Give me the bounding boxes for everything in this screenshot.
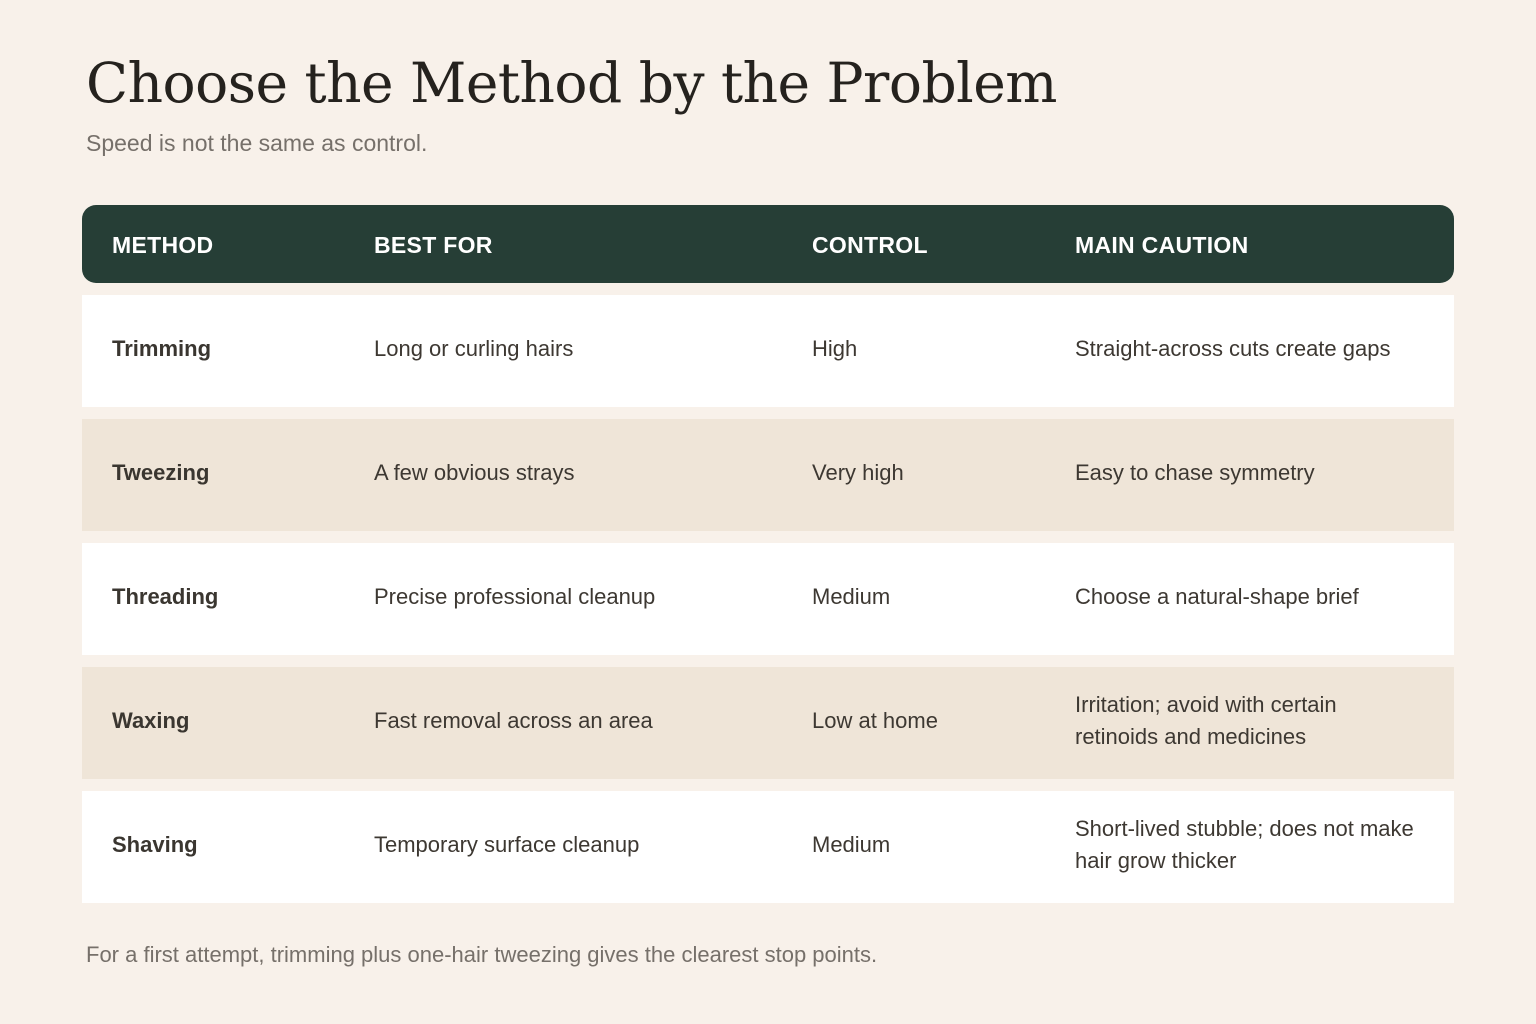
- header-method: METHOD: [112, 232, 214, 258]
- table-header: [82, 205, 1454, 283]
- cell-control: Very high: [812, 460, 904, 485]
- page-subtitle: Speed is not the same as control.: [86, 130, 428, 156]
- table-row: [82, 667, 1454, 779]
- cell-method: Tweezing: [112, 460, 210, 485]
- cell-best-for: Fast removal across an area: [374, 708, 653, 733]
- cell-control: High: [812, 336, 858, 361]
- cell-caution: Irritation; avoid with certain retinoids and medicines: [1075, 692, 1337, 749]
- cell-caution: Straight-across cuts create gaps: [1075, 336, 1391, 361]
- methods-table: [82, 205, 1454, 903]
- cell-caution: Choose a natural-shape brief: [1075, 584, 1359, 609]
- cell-method: Waxing: [112, 708, 190, 733]
- cell-best-for: Temporary surface cleanup: [374, 832, 640, 857]
- table-row: [82, 295, 1454, 407]
- cell-control: Medium: [812, 584, 891, 609]
- header-main-caution: MAIN CAUTION: [1075, 232, 1249, 258]
- cell-method: Shaving: [112, 832, 198, 857]
- cell-method: Trimming: [112, 336, 212, 361]
- header-control: CONTROL: [812, 232, 928, 258]
- page-title: Choose the Method by the Problem: [86, 51, 1057, 115]
- cell-control: Medium: [812, 832, 891, 857]
- cell-caution: Easy to chase symmetry: [1075, 460, 1315, 485]
- cell-caution: Short-lived stubble; does not make hair grow thicker: [1075, 816, 1414, 873]
- cell-best-for: A few obvious strays: [374, 460, 575, 485]
- header-best-for: BEST FOR: [374, 232, 493, 258]
- table-row: [82, 543, 1454, 655]
- cell-method: Threading: [112, 584, 219, 609]
- cell-best-for: Long or curling hairs: [374, 336, 574, 361]
- footnote: For a first attempt, trimming plus one-hair tweezing gives the clearest stop points.: [86, 942, 878, 967]
- table-row: [82, 419, 1454, 531]
- cell-best-for: Precise professional cleanup: [374, 584, 656, 609]
- table-row: [82, 791, 1454, 903]
- cell-control: Low at home: [812, 708, 938, 733]
